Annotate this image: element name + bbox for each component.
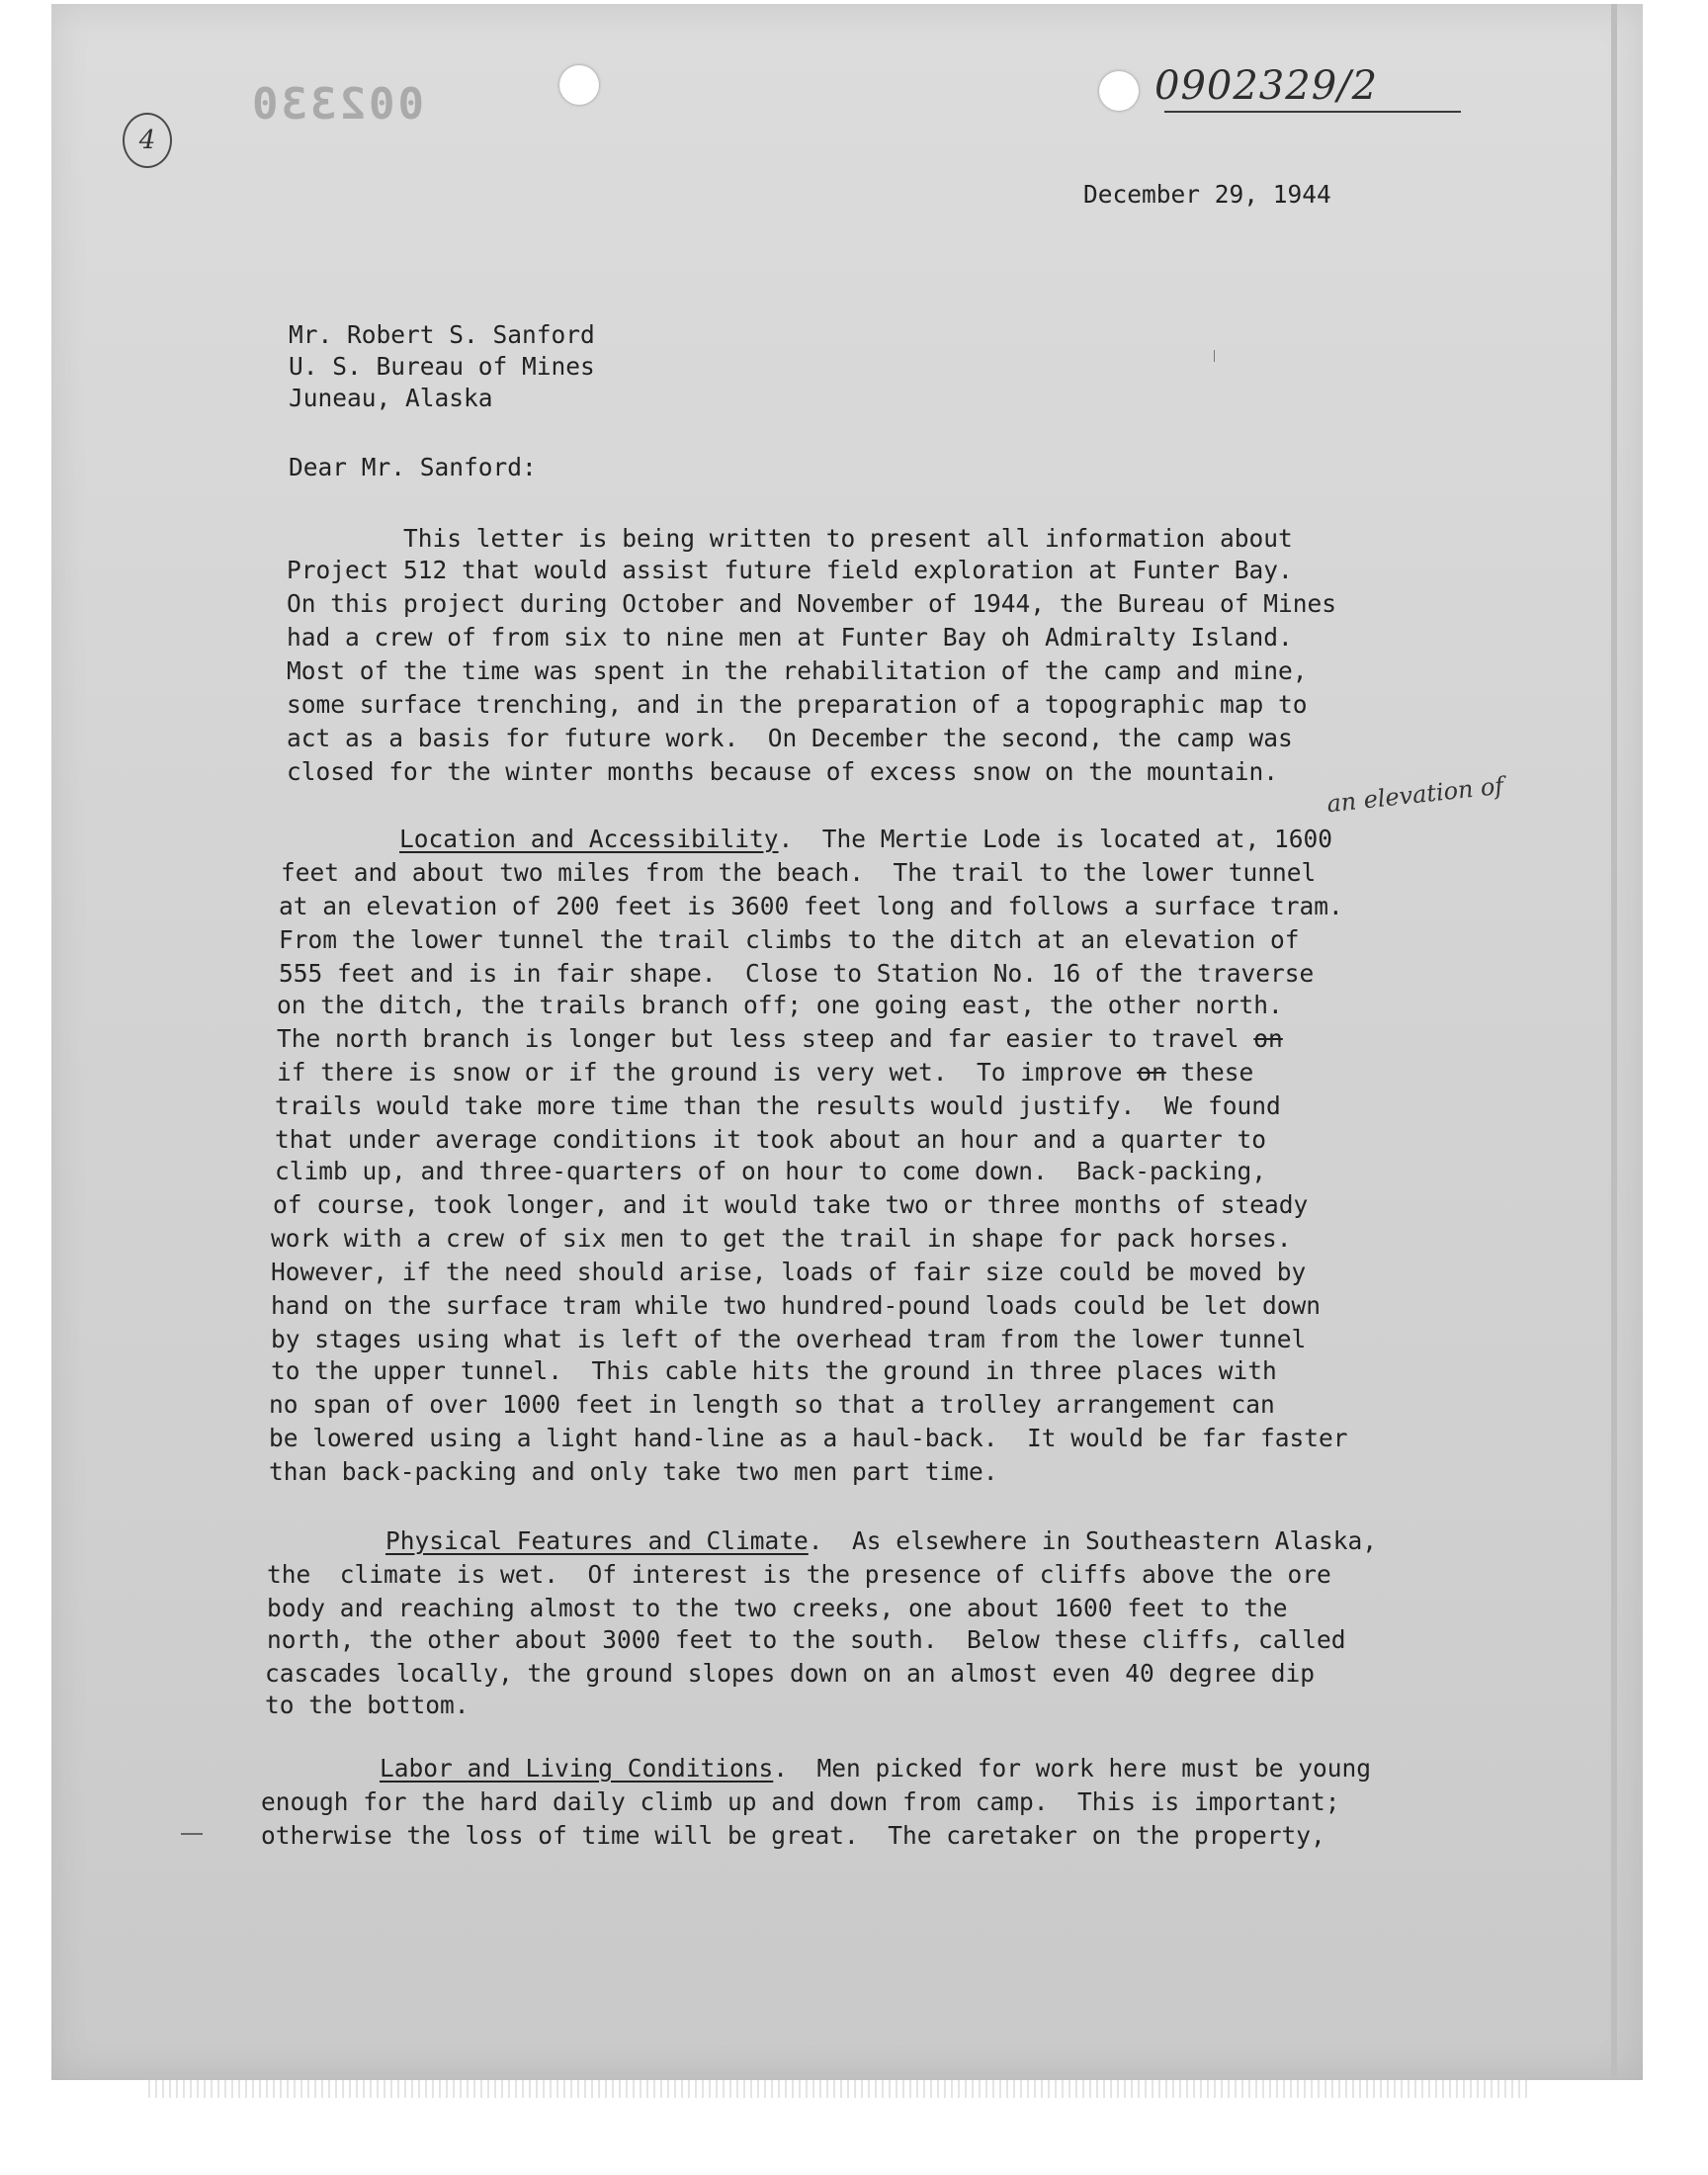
intro-line: some surface trenching, and in the preparation of a topographic map to xyxy=(287,690,1308,719)
physical-heading: Physical Features and Climate xyxy=(385,1526,809,1555)
salutation: Dear Mr. Sanford: xyxy=(289,453,537,481)
location-line: of course, took longer, and it would take two or three months of steady xyxy=(273,1190,1309,1219)
circled-page-number: 4 xyxy=(123,113,172,168)
intro-line: closed for the winter months because of excess snow on the mountain. xyxy=(287,757,1279,786)
physical-first-line xyxy=(269,1526,1377,1555)
labor-heading: Labor and Living Conditions xyxy=(380,1754,774,1783)
location-line: no span of over 1000 feet in length so that a trolley arrangement can xyxy=(269,1390,1275,1419)
address-line-city: Juneau, Alaska xyxy=(289,384,493,412)
location-line: than back-packing and only take two men part time. xyxy=(269,1457,998,1486)
intro-line: act as a basis for future work. On December the second, the camp was xyxy=(287,724,1293,752)
location-line: on the ditch, the trails branch off; one going east, the other north. xyxy=(277,991,1283,1019)
handwritten-insertion: an elevation of xyxy=(1325,771,1505,819)
location-line: by stages using what is left of the overhead tram from the lower tunnel xyxy=(271,1325,1307,1353)
physical-first-line-text: . As elsewhere in Southeastern Alaska, xyxy=(808,1526,1378,1555)
location-line: at an elevation of 200 feet is 3600 feet long and follows a surface tram. xyxy=(279,892,1343,920)
location-line: However, if the need should arise, loads of fair size could be moved by xyxy=(271,1258,1307,1286)
punch-hole-right xyxy=(1099,71,1139,111)
location-line: be lowered using a light hand-line as a haul-back. It would be far faster xyxy=(269,1424,1348,1452)
scanner-artifact-strip xyxy=(148,2080,1532,2098)
letter-date: December 29, 1944 xyxy=(1083,180,1331,209)
intro-line: had a crew of from six to nine men at Funter Bay oh Admiralty Island. xyxy=(287,623,1293,652)
location-first-line-text: . The Mertie Lode is located at, 1600 xyxy=(778,825,1333,853)
intro-line: Project 512 that would assist future field exploration at Funter Bay. xyxy=(287,556,1293,584)
location-line: feet and about two miles from the beach. The trail to the lower tunnel xyxy=(281,858,1317,887)
punch-hole-left xyxy=(559,65,599,105)
handwritten-document-id: 0902329/2 xyxy=(1154,63,1379,109)
intro-line: Most of the time was spent in the rehabilitation of the camp and mine, xyxy=(287,656,1308,685)
location-line-with-strike: The north branch is longer but less steep and far easier to travel on xyxy=(277,1024,1283,1053)
physical-line: body and reaching almost to the two creeks, one about 1600 feet to the xyxy=(267,1594,1288,1622)
labor-first-line-text: . Men picked for work here must be young xyxy=(773,1754,1372,1783)
handwritten-id-underline xyxy=(1164,111,1461,113)
mirrored-stamp-number: 002330 xyxy=(249,79,424,130)
location-line: that under average conditions it took about an hour and a quarter to xyxy=(275,1125,1267,1154)
location-line: climb up, and three-quarters of on hour to come down. Back-packing, xyxy=(275,1157,1267,1185)
location-heading: Location and Accessibility xyxy=(399,825,779,853)
location-line: to the upper tunnel. This cable hits the ground in three places with xyxy=(271,1356,1277,1385)
location-line: hand on the surface tram while two hundred-pound loads could be let down xyxy=(271,1291,1322,1320)
physical-line: north, the other about 3000 feet to the south. Below these cliffs, called xyxy=(267,1625,1346,1654)
address-line-name: Mr. Robert S. Sanford xyxy=(289,320,595,349)
location-line-with-strike: if there is snow or if the ground is very wet. To improve on these xyxy=(277,1058,1254,1087)
intro-line: This letter is being written to present all information about xyxy=(287,524,1293,553)
struck-word: on xyxy=(1137,1058,1166,1087)
labor-line: otherwise the loss of time will be great. The caretaker on the property, xyxy=(261,1821,1325,1850)
location-line: 555 feet and is in fair shape. Close to Station No. 16 of the traverse xyxy=(279,959,1315,988)
location-line: trails would take more time than the results would justify. We found xyxy=(275,1091,1281,1120)
location-first-line xyxy=(283,825,1332,853)
physical-line: cascades locally, the ground slopes down on an almost even 40 degree dip xyxy=(265,1659,1316,1688)
location-line: work with a crew of six men to get the trail in shape for pack horses. xyxy=(271,1224,1292,1253)
paper-edge xyxy=(1611,4,1617,2080)
address-line-org: U. S. Bureau of Mines xyxy=(289,352,595,381)
intro-line: On this project during October and November of 1944, the Bureau of Mines xyxy=(287,589,1337,618)
margin-mark xyxy=(181,1833,203,1835)
location-line: From the lower tunnel the trail climbs to the ditch at an elevation of xyxy=(279,925,1300,954)
labor-line: enough for the hard daily climb up and down from camp. This is important; xyxy=(261,1787,1340,1816)
physical-line: the climate is wet. Of interest is the presence of cliffs above the ore xyxy=(267,1560,1331,1589)
struck-word: on xyxy=(1253,1024,1283,1053)
labor-first-line xyxy=(263,1754,1371,1783)
pencil-mark xyxy=(1214,350,1215,362)
physical-line: to the bottom. xyxy=(265,1691,470,1719)
